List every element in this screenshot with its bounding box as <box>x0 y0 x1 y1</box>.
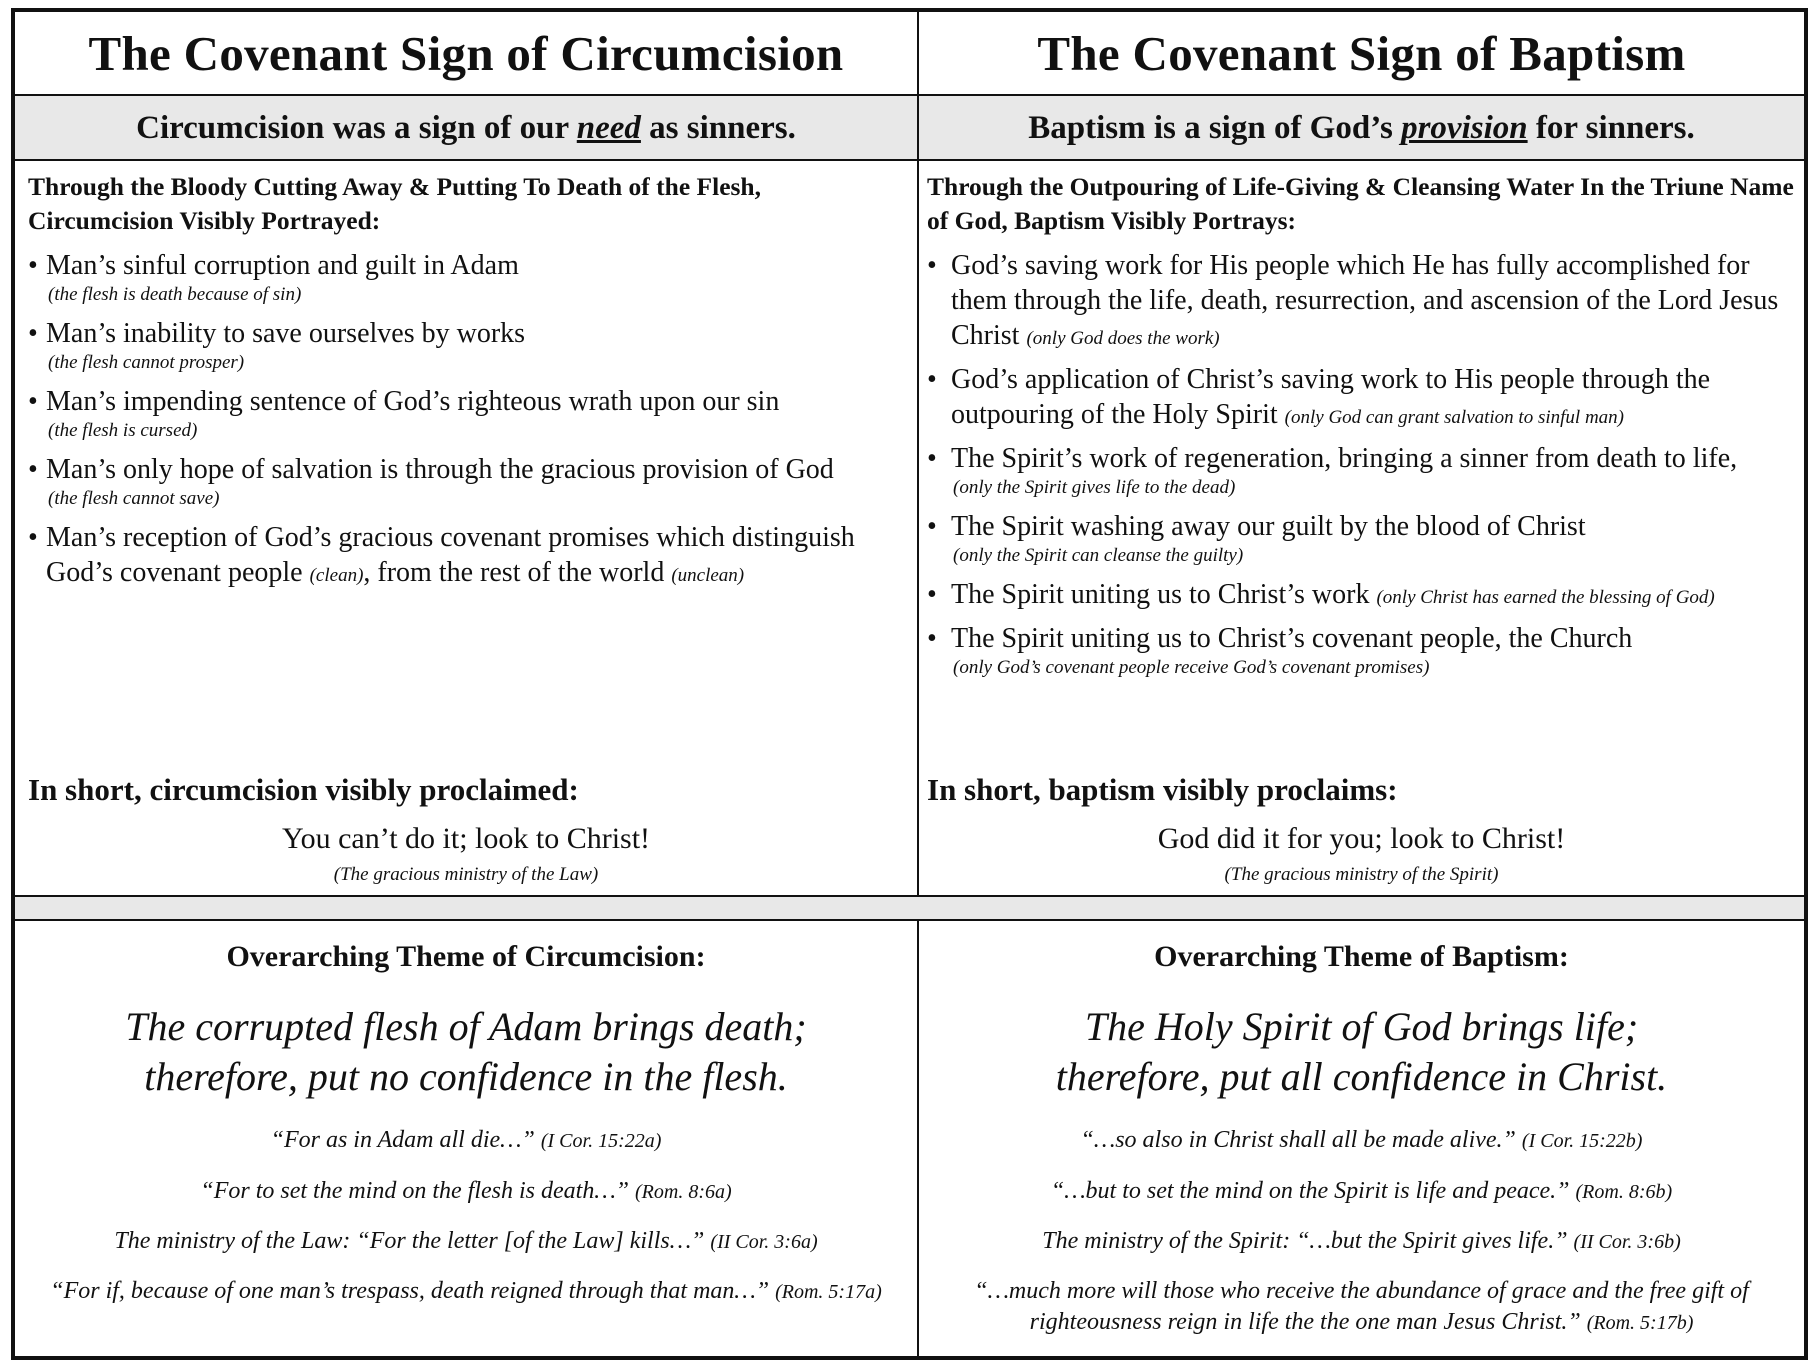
verse-text-line2-wrap <box>919 1307 1804 1339</box>
list-item <box>28 248 908 307</box>
left-subtitle <box>15 96 917 160</box>
item-text: Man’s impending sentence of God’s righteous wrath upon our sin <box>46 386 780 417</box>
right-short-note: (The gracious ministry of the Spirit) <box>1224 864 1499 885</box>
item-text: Man’s sinful corruption and guilt in Adam <box>46 250 519 281</box>
bullet-icon: • <box>927 364 937 395</box>
right-subtitle <box>919 96 1804 160</box>
item-text: The Spirit uniting us to Christ’s work <box>951 579 1370 610</box>
verse-ref: (II Cor. 3:6a) <box>710 1231 818 1253</box>
left-verse-1 <box>15 1125 917 1157</box>
verse-ref: (I Cor. 15:22b) <box>1521 1130 1643 1152</box>
bullet-icon: • <box>927 443 937 474</box>
right-verse-1 <box>919 1125 1804 1157</box>
item-text: The Spirit uniting us to Christ’s covenant people, the Church <box>951 623 1633 654</box>
bullet-icon: • <box>927 579 937 610</box>
rule-below-separator <box>15 919 1804 921</box>
item-note: (only the Spirit gives life to the dead) <box>953 477 1236 498</box>
item-text-cont: , from the rest of the world <box>363 557 672 588</box>
right-theme-heading: Overarching Theme of Baptism: <box>1154 940 1569 973</box>
item-note: (the flesh is cursed) <box>48 420 198 441</box>
left-title: The Covenant Sign of Circumcision <box>88 26 844 81</box>
item-note: (only the Spirit can cleanse the guilty) <box>953 545 1244 566</box>
item-text: God’s saving work for His people which He has fully accomplished for them through the life, death, resurrection, and ascension of the Lord Jesus Christ <box>951 250 1779 351</box>
list-item <box>28 520 908 590</box>
list-item <box>927 621 1799 680</box>
verse-text: “…so also in Christ shall all be made alive.” <box>1080 1127 1516 1153</box>
list-item <box>927 441 1799 500</box>
left-subtitle-emphasis: need <box>576 110 641 146</box>
item-note-clean: (clean) <box>309 565 364 586</box>
list-item <box>927 362 1799 432</box>
bullet-icon: • <box>927 250 937 281</box>
left-verse-4 <box>15 1276 917 1308</box>
left-verse-3 <box>15 1226 917 1258</box>
bullet-icon: • <box>28 318 38 349</box>
left-item-list <box>28 248 908 590</box>
left-section-heading: Through the Bloody Cutting Away & Putting To Death of the Flesh, Circumcision Visibly Portrayed: <box>28 172 761 235</box>
right-verse-4 <box>919 1276 1804 1339</box>
right-section-heading: Through the Outpouring of Life-Giving & Cleansing Water In the Triune Name of God, Baptism Visibly Portrays: <box>927 172 1794 235</box>
verse-ref: (Rom. 8:6b) <box>1575 1181 1673 1203</box>
right-subtitle-post: for sinners. <box>1527 110 1695 146</box>
list-item <box>927 509 1799 568</box>
separator-band <box>15 897 1804 919</box>
left-subtitle-pre: Circumcision was a sign of our <box>136 110 577 146</box>
verse-text-line2: righteousness reign in life the the one man Jesus Christ.” <box>1029 1309 1581 1335</box>
list-item <box>28 452 908 511</box>
right-theme-line2: therefore, put all confidence in Christ. <box>1055 1054 1668 1099</box>
item-note: (the flesh cannot prosper) <box>48 352 245 373</box>
right-item-list <box>927 248 1799 680</box>
verse-text-line1: “…much more will those who receive the abundance of grace and the free gift of <box>974 1278 1749 1304</box>
item-text: Man’s inability to save ourselves by works <box>46 318 526 349</box>
right-short-text: God did it for you; look to Christ! <box>1157 822 1566 855</box>
verse-ref: (I Cor. 15:22a) <box>540 1130 662 1152</box>
verse-text: “…but to set the mind on the Spirit is life and peace.” <box>1050 1178 1570 1204</box>
item-note: (the flesh is death because of sin) <box>48 284 302 305</box>
verse-text: “For if, because of one man’s trespass, death reigned through that man…” <box>50 1278 770 1304</box>
item-text: Man’s only hope of salvation is through the gracious provision of God <box>46 454 834 485</box>
item-text: The Spirit’s work of regeneration, bringing a sinner from death to life, <box>951 443 1738 474</box>
verse-ref: (II Cor. 3:6b) <box>1573 1231 1681 1253</box>
left-portrayal-section <box>28 170 908 599</box>
verse-ref: (Rom. 5:17b) <box>1586 1312 1694 1334</box>
right-verse-3 <box>919 1226 1804 1258</box>
right-theme-quote <box>919 1002 1804 1102</box>
left-short-heading: In short, circumcision visibly proclaimed: <box>28 772 579 807</box>
item-note-unclean: (unclean) <box>671 565 745 586</box>
right-short-heading: In short, baptism visibly proclaims: <box>927 772 1398 807</box>
bullet-icon: • <box>28 522 38 553</box>
bullet-icon: • <box>927 511 937 542</box>
right-subtitle-pre: Baptism is a sign of God’s <box>1028 110 1402 146</box>
left-short-text: You can’t do it; look to Christ! <box>281 822 651 855</box>
comparison-table <box>11 8 1808 1360</box>
right-verse-2 <box>919 1176 1804 1208</box>
item-note: (only God can grant salvation to sinful man) <box>1284 407 1624 428</box>
item-note: (only God’s covenant people receive God’s covenant promises) <box>953 657 1430 678</box>
list-item <box>927 248 1799 353</box>
verse-text: The ministry of the Law: “For the letter [of the Law] kills…” <box>114 1228 705 1254</box>
left-verse-2 <box>15 1176 917 1208</box>
item-text: Man’s reception of God’s gracious covenant promises which distinguish God’s covenant people <box>46 522 855 588</box>
bullet-icon: • <box>28 454 38 485</box>
verse-text: “For as in Adam all die…” <box>270 1127 535 1153</box>
verse-ref: (Rom. 5:17a) <box>775 1281 882 1303</box>
left-theme-line2: therefore, put no confidence in the flesh. <box>144 1054 788 1099</box>
item-note: (the flesh cannot save) <box>48 488 220 509</box>
verse-text: “For to set the mind on the flesh is death…” <box>200 1178 630 1204</box>
right-title: The Covenant Sign of Baptism <box>1037 26 1686 81</box>
right-portrayal-section <box>927 170 1799 689</box>
left-subtitle-post: as sinners. <box>640 110 796 146</box>
item-note: (only God does the work) <box>1026 328 1220 349</box>
verse-ref: (Rom. 8:6a) <box>635 1181 732 1203</box>
right-subtitle-emphasis: provision <box>1401 110 1528 146</box>
list-item <box>927 577 1799 612</box>
verse-text: The ministry of the Spirit: “…but the Spirit gives life.” <box>1042 1228 1568 1254</box>
left-theme-quote <box>15 1002 917 1102</box>
list-item <box>28 384 908 443</box>
bullet-icon: • <box>28 250 38 281</box>
item-text: The Spirit washing away our guilt by the blood of Christ <box>951 511 1586 542</box>
right-theme-line1: The Holy Spirit of God brings life; <box>1084 1004 1639 1049</box>
item-note: (only Christ has earned the blessing of God) <box>1376 587 1715 608</box>
bullet-icon: • <box>927 623 937 654</box>
item-text: God’s application of Christ’s saving work to His people through the outpouring of the Holy Spirit <box>951 364 1711 430</box>
left-theme-line1: The corrupted flesh of Adam brings death; <box>125 1004 807 1049</box>
list-item <box>28 316 908 375</box>
rule-above-separator <box>15 895 1804 897</box>
left-short-note: (The gracious ministry of the Law) <box>333 864 599 885</box>
left-theme-heading: Overarching Theme of Circumcision: <box>226 940 706 973</box>
bullet-icon: • <box>28 386 38 417</box>
